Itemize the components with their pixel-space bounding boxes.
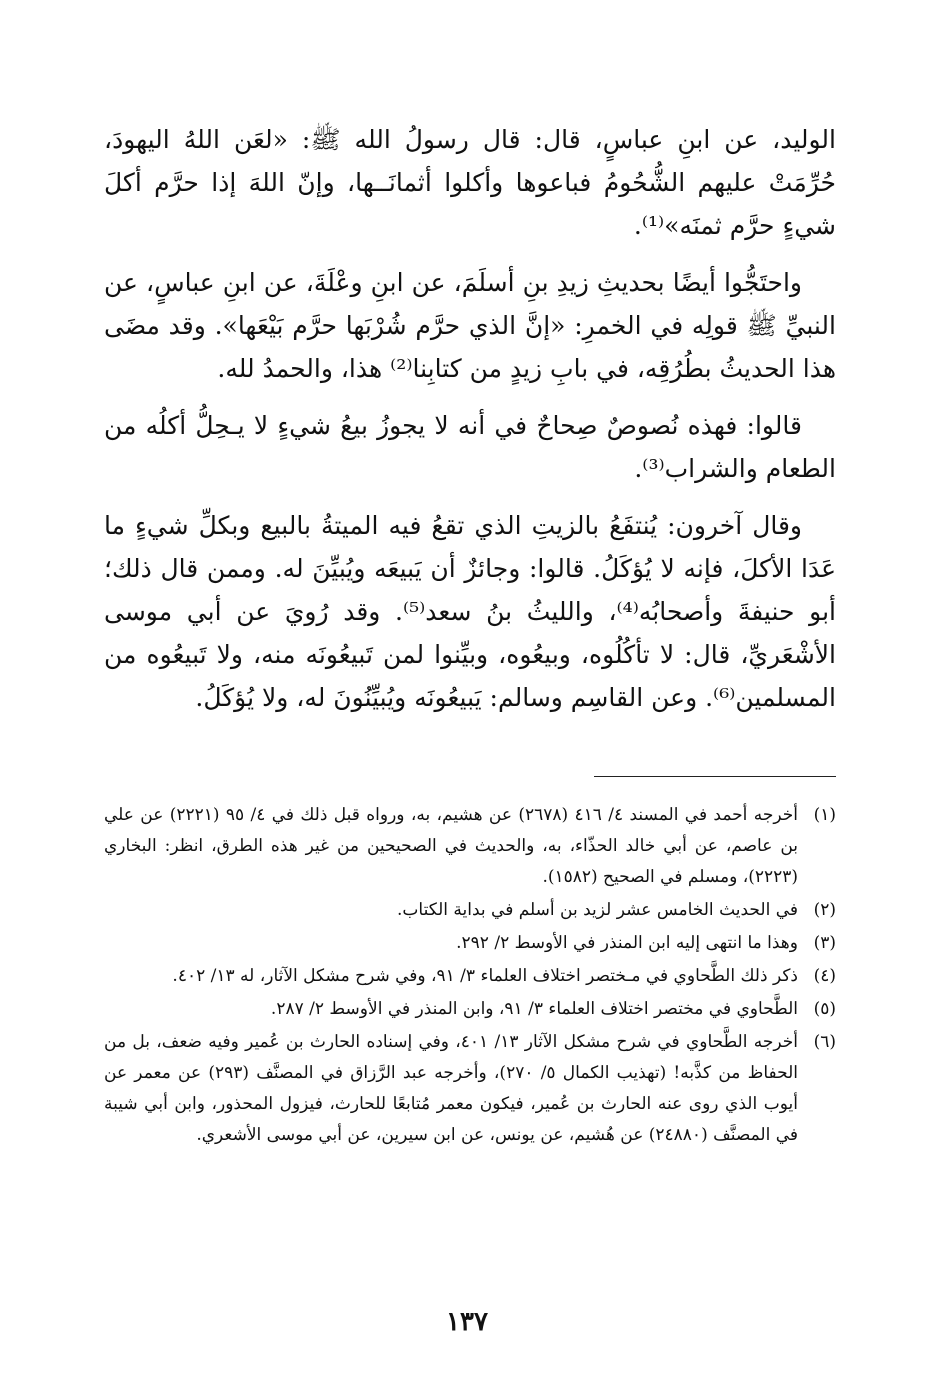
footnote-text: أخرجه أحمد في المسند ٤/ ٤١٦ (٢٦٧٨) عن هشيم، به، ورواه قبل ذلك في ٤/ ٩٥ (٢٢٢١) عن علي بن عاصم، عن أبي خالد الحذّاء، به، والحديث في الصحيحين من غير هذه الطرق، انظر: البخاري (٢٢٢٣)، ومسلم في الصحيح (١٥٨٢). xyxy=(104,805,798,887)
footnote-1 xyxy=(104,800,836,893)
footnote-number: (٢) xyxy=(813,900,836,920)
footnote-text: أخرجه الطَّحاوي في شرح مشكل الآثار ١٣/ ٤٠١، وفي إسناده الحارث بن عُمير وفيه ضعف، بل من الحفاظ من كذَّبه! (تهذيب الكمال ٥/ ٢٧٠)، وأخرجه عبد الرَّزاق في المصنَّف (٢٩٣) عن معمر عن أيوب الذي روى عنه الحارث بن عُمير، فيكون معمر مُتابعًا للحارث، فيزول المحذور، وابن أبي شيبة في المصنَّف (٢٤٨٨٠) عن هُشيم، عن يونس، عن ابن سيرين، عن أبي موسى الأشعري. xyxy=(104,1032,799,1145)
footnote-text: الطَّحاوي في مختصر اختلاف العلماء ٣/ ٩١، وابن المنذر في الأوسط ٢/ ٢٨٧. xyxy=(270,999,798,1019)
footnote-number: (٣) xyxy=(813,933,836,953)
footnote-number: (٥) xyxy=(813,999,836,1019)
paragraph-1: الوليد، عن ابنِ عباسٍ، قال: قال رسولُ الله ﷺ: «لعَن اللهُ اليهودَ، حُرِّمَتْ عليهم الشُّحُومُ فباعوها وأكلوا أثمانَــها، وإنّ اللهَ إذا حرَّم أكلَ شيءٍ حرَّم ثمنَه»⁽¹⁾. xyxy=(104,125,836,240)
footnote-separator xyxy=(594,776,836,777)
footnote-text: في الحديث الخامس عشر لزيد بن أسلم في بداية الكتاب. xyxy=(396,900,798,920)
footnote-2 xyxy=(104,895,836,926)
page-number: ١٣٧ xyxy=(446,1307,488,1337)
main-text-body xyxy=(104,118,836,733)
footnote-text: وهذا ما انتهى إليه ابن المنذر في الأوسط ٢/ ٢٩٢. xyxy=(456,933,798,953)
footnote-number: (١) xyxy=(813,805,836,825)
paragraph-2: واحتَجُّوا أيضًا بحديثِ زيدِ بنِ أسلَمَ، عن ابنِ وعْلَةَ، عن ابنِ عباسٍ، عن النبيِّ ﷺ قولِه في الخمرِ: «إنَّ الذي حرَّم شُرْبَها حرَّم بَيْعَها». وقد مضَى هذا الحديثُ بطُرُقِه، في بابِ زيدٍ من كتابِنا⁽²⁾ هذا، والحمدُ لله. xyxy=(104,268,836,383)
footnote-3 xyxy=(104,928,836,959)
paragraph-4: وقال آخرون: يُنتفَعُ بالزيتِ الذي تقعُ فيه الميتةُ بالبيع وبكلِّ شيءٍ ما عَدَا الأكلَ، فإنه لا يُؤكَلُ. قالوا: وجائزٌ أن يَبيعَه ويُبيِّنَ له. وممن قال ذلك؛ أبو حنيفةَ وأصحابُه⁽⁴⁾، والليثُ بنُ سعد⁽⁵⁾. وقد رُويَ عن أبي موسى الأشْعَريِّ، قال: لا تأكُلُوه، وبيعُوه، وبيِّنوا لمن تَبيعُونَه منه، ولا تَبيعُوه من المسلمين⁽⁶⁾. وعن القاسِم وسالم: يَبيعُونَه ويُبيِّنُونَ له، ولا يُؤكَلُ. xyxy=(104,511,836,712)
footnotes-section xyxy=(104,800,836,1153)
footnote-6 xyxy=(104,1027,836,1151)
footnote-4 xyxy=(104,961,836,992)
footnote-number: (٦) xyxy=(813,1032,836,1052)
paragraph-3: قالوا: فهذه نُصوصٌ صِحاحٌ في أنه لا يجوزُ بيعُ شيءٍ لا يـحِلُّ أكلُه من الطعام والشراب⁽³⁾. xyxy=(104,411,836,483)
footnote-number: (٤) xyxy=(813,966,836,986)
footnote-5 xyxy=(104,994,836,1025)
footnote-text: ذكر ذلك الطَّحاوي في مـختصر اختلاف العلماء ٣/ ٩١، وفي شرح مشكل الآثار، له ١٣/ ٤٠٢. xyxy=(172,966,798,986)
